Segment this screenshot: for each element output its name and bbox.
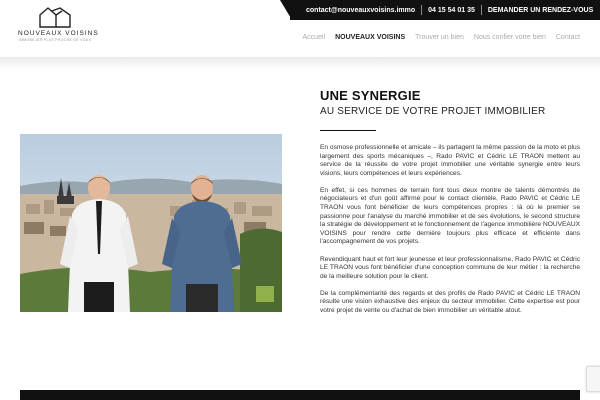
logo-name: NOUVEAUX VOISINS [18,30,99,37]
top-contact-bar [0,0,600,20]
nav-item-accueil[interactable]: Accueil [302,34,326,41]
page-subtitle: AU SERVICE DE VOTRE PROJET IMMOBILIER [320,106,546,117]
nav-item-contact[interactable]: Contact [555,34,580,41]
contact-email-link[interactable]: contact@nouveauxvoisins.immo [306,6,416,14]
footer-bar [20,390,580,400]
nav-item-nouveaux-voisins[interactable]: NOUVEAUX VOISINS [335,34,406,41]
paragraph: En effet, si ces hommes de terrain font tous deux montre de talents démontrés de négociateurs et d'un goût affirmé pour le contact clientèle, Rado PAVIC et Cédric LE TRAON vous font bénéficier de leurs compétences propres : là où le premier se passionne pour l'analyse du marché immobilier et de ses évolutions, le second structure la stratégie de développement et le fonctionnement de l'agence immobilière NOUVEAUX VOISINS pour rendre cette dernière toujours plus efficace et efficiente dans l'accompagnement de vos projets. [320,186,580,246]
main-nav [293,34,580,41]
paragraph: En osmose professionnelle et amicale – ils partagent la même passion de la moto et plus largement des sports mécaniques –, Rado PAVIC et Cédric LE TRAON mettent au service de la réussite de votre projet immobilier une véritable synergie entre leurs visions, leurs compétences et leurs expériences. [320,144,580,177]
team-photo-illustration [20,134,282,312]
section-headline [320,88,545,117]
appointment-button[interactable]: DEMANDER UN RENDEZ-VOUS [487,6,594,14]
nav-item-trouver-un-bien[interactable]: Trouver un bien [415,34,464,41]
contact-phone-link[interactable]: 04 15 54 01 35 [428,6,475,14]
page-title: UNE SYNERGIE [320,88,421,103]
logo-tagline: IMMOBILIER PLUS PROCHE DE VOUS [18,38,92,42]
paragraph: De la complémentarité des regards et des profils de Rado PAVIC et Cédric LE TRAON résulte une vision exhaustive des enjeux du secteur immobilier. Cette expertise est pour votre projet de vente ou d'achat de bien immobilier un véritable atout. [320,289,580,314]
team-photo [20,134,282,312]
about-text [320,144,580,324]
topbar-items [300,0,599,20]
recaptcha-badge[interactable] [586,366,600,392]
nav-item-nous-confier-votre-bien[interactable]: Nous confier votre bien [473,34,546,41]
header-shadow [0,57,600,69]
title-underline [320,130,376,131]
paragraph: Revendiquant haut et fort leur jeunesse et leur professionnalisme, Rado PAVIC et Cédric LE TRAON vous font bénéficier d'une conception commune de leur métier : la recherche de la meilleure solution pour le client. [320,255,580,280]
